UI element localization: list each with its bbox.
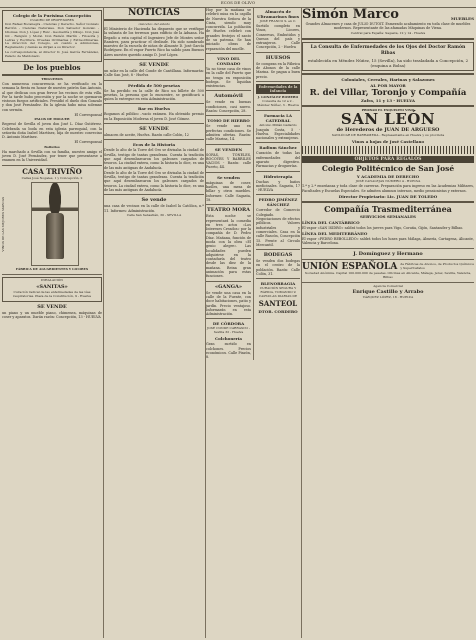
los-pueblos-subtitle: TRIGUEROS bbox=[41, 77, 63, 82]
enfermedades-body: Consulta de 12 a 2 - Méndez Núñez, 3 - Huelva bbox=[257, 98, 299, 107]
villar-title: R. del Villar, Toronjo y Compañía bbox=[309, 87, 467, 98]
almacen-subtitle: JOSÉ FRANCO S. en C. bbox=[259, 19, 297, 23]
bar-body: Rogamos al público ..vacío exámen. Ha obtenido premio en la Exposición Moderna el joven D. José Gómez. bbox=[104, 112, 204, 121]
coloniales-subtitle: AL POR MAYOR bbox=[370, 82, 406, 88]
automovil-title: Automóvil bbox=[214, 93, 243, 100]
se-venden-body: SOFAS, TONELES, BOCOYES Y BARRILES VACIOS - Razón: calle Puerto, 44. bbox=[206, 152, 251, 170]
se-vende-casa-title: Se vende bbox=[141, 197, 167, 204]
teatro-title: TEATRO MORA bbox=[206, 207, 251, 214]
colchoneria-body: Gran surtido en colchones. Precios económicos. Calle Pinzón, 8. bbox=[206, 342, 251, 360]
coloniales-title: Coloniales, Cereales, Harinas y Salazones bbox=[341, 76, 435, 82]
politecnico-director: Director Propietario: Lic. JUAN DE TOLEDO bbox=[338, 193, 438, 199]
column-3b bbox=[256, 8, 300, 360]
agencia-address: VÁZQUEZ LÓPEZ, 18 - HUELVA bbox=[362, 295, 414, 300]
los-pueblos-title: De los pueblos bbox=[23, 63, 81, 73]
tomo-body: Se vende uno en perfectas condiciones. Se admiten ofertas. Razón: calle Marina, 14. bbox=[206, 124, 251, 142]
simon-address: Central para España: Sagasta, 12 y 14 - Huelva bbox=[350, 30, 426, 35]
mediterraneo-title: LÍNEA DEL MEDITERRÁNEO bbox=[302, 231, 368, 237]
san-leon-subtitle: de Herederos de JUAN DE ARGUESO bbox=[336, 127, 440, 134]
column-3 bbox=[206, 8, 300, 638]
se-vende-almacen-title: SE VENDE bbox=[139, 126, 169, 133]
trasmediterranea-title: Compañía Trasmediterránea bbox=[324, 203, 452, 214]
agencia-pre: Agencia Comercial bbox=[373, 283, 403, 288]
simon-body: Grandes Almacenes y casa de JULIO DUTOIT. Esmerado acabamiento en toda clase de muebles modernos. Representante de las afamadas Máquinas de Viena. bbox=[305, 22, 471, 31]
politecnico-body: 1.ª y 2.ª enseñanza y toda clase de carreras. Preparación para ingreso en las Academias Militares, Facultades y Escuelas Especiales. Se admiten alumnos internos, medio pensionistas y externos. bbox=[302, 184, 474, 193]
palos-signature: El Corresponsal bbox=[74, 140, 102, 145]
ecos-body-extra: Desde lo alto de la Torre del Oro se divisaba la ciudad de Sevilla, testigo de tantas grandezas. Cuenta la tradición que aquí desembarcaron los galeones cargados de tesoros. La ciudad entera, como la historia lo dice, es una de las más antiguas de Andalucía. bbox=[104, 170, 204, 193]
automovil-body: Se vende en buenas condiciones, casi nuevo. Razón: Concepción, 28. bbox=[206, 100, 251, 114]
agencia-title: Enrique Castillo y Arrabo bbox=[352, 289, 424, 296]
ecos-title: Ecos de la Historia bbox=[132, 142, 176, 148]
lamp-illustration bbox=[31, 182, 79, 266]
politecnico-subtitle: Y ACADEMIA DE DERECHO bbox=[356, 174, 420, 180]
simon-muebles-label: MUEBLES bbox=[450, 16, 474, 21]
column-4 bbox=[302, 8, 474, 638]
blenorragia-footer: DTOR. CORDERO bbox=[258, 309, 298, 315]
consulta-title: La Consulta de Enfermedades de los Ojos del Doctor Ramón Ribas bbox=[310, 44, 466, 56]
objetos-pattern bbox=[302, 146, 474, 154]
perdida-body: Se ha perdido en la calle de Rico un billete de 500 pesetas, la persona que lo encuentre, se gratificará a quien lo entregue en esta Administración. bbox=[104, 88, 204, 102]
se-vende-solar-body: un solar en la calle del Conde de Cantillana. Informarán: Calle San José, 8 - Huelva bbox=[104, 68, 204, 78]
casa-trivino-address: Calles José Nogales, 1 y Concepción, 2 bbox=[21, 175, 83, 180]
almacen-title: Almacén de Ultramarinos finos bbox=[257, 9, 299, 19]
se-vende-title: SE VENDE bbox=[37, 304, 67, 311]
palos-body: Regresó de Sevilla el joven don José L. Díaz Gutiérrez. Celebrada su boda en esta iglesia parroquial, con la señorita doña Isabel Martínez, hija de nuestro convecino D. Antonio Martínez. bbox=[2, 122, 102, 140]
colchoneria-title: Colchonería bbox=[214, 336, 243, 342]
se-venden2-title: Se venden bbox=[217, 174, 240, 180]
farmacia-body: Joaquín Costa, 5 - Huelva. Especialidades nacionales y extranjeras. bbox=[255, 127, 300, 141]
column-2 bbox=[104, 8, 204, 638]
radium-body: Curación de todas las enfermedades del aparato digestivo. Farmacias y droguerías. bbox=[255, 151, 300, 169]
villar-address: Zafra, 11 y 13 - HUELVA bbox=[361, 97, 415, 103]
noticias-subtitle: «Gaceta» del estado bbox=[138, 22, 170, 26]
san-leon-title: SAN LEÓN bbox=[340, 110, 436, 129]
ganga-body: Se vende una casa en la calle de la Fuente, con doce habitaciones, patio y jardín. Precio ventajoso. Informarán en esta Administración. bbox=[206, 290, 251, 317]
union-body: Sociedad Anónima. Capital 100.000.000 de pesetas. Oficinas en Alicante, Málaga, Jerez, Sevilla, Valencia, Bilbao bbox=[304, 270, 472, 279]
radium-title: Radium Sánchez bbox=[259, 145, 297, 151]
cordoba-body: JOSÉ CONDE CARRASCO - Sevilla 32 - Huelva bbox=[206, 326, 251, 335]
consulta-ad bbox=[302, 42, 474, 71]
colegio-correspondence: La correspondencia, al director D. José García Fernández, Palacio de Maldonado bbox=[5, 50, 99, 59]
cordoba-title: DE CÓRDOBA bbox=[212, 321, 245, 327]
se-vende-almacen-body: almacen de aceite, Huelva. Razón calle Colón, 12 bbox=[104, 133, 189, 138]
cantabrico-body: El vapor «SAN ISIDRO» saldrá todos los jueves para Vigo, Coruña, Gijón, Santander y Bilbao. bbox=[302, 225, 464, 230]
politecnico-address: JOSÉ CANALEJAS NÚMERO 4 - HUELVA bbox=[355, 179, 421, 184]
column-3a bbox=[206, 8, 251, 360]
farmacia-owner: Antonio Millán Gallardo bbox=[259, 122, 297, 127]
column-1 bbox=[2, 8, 102, 638]
se-vende-casa-body: una casa de vecinos en la calle de Isabel la Católica, n.º 11. Informes: Administración. bbox=[104, 204, 204, 213]
dominguez-title: J. Domínguez y Hermano bbox=[353, 250, 423, 257]
abajo-body: Hoy por la mañana se celebró misa en la capilla de Nuestra Señora de la Cinta, siendo muy concurrida. La población de Huelva celebró con grandes festejos el santo de su patrona. Se han iniciado obras de reparación del muelle. bbox=[206, 8, 251, 51]
se-venden2-body: máquinas de coser, baúles, una mesa de billar y otros muebles. Informes: Calle Sagasta, 18. bbox=[206, 180, 251, 202]
union-title: UNIÓN ESPAÑOLA bbox=[302, 261, 398, 272]
bodegas-body: Se venden dos bodegas en el centro de la población. Razón: Calle Colón, 31. bbox=[255, 259, 300, 277]
blenorragia-body: CURACIÓN SEGURA Y RÁPIDA, TOMANDO 9 CAPSULAS DIARIAS DE bbox=[258, 286, 298, 299]
colegio-subtitle: CUADRO DE PROFESORES bbox=[30, 18, 74, 22]
se-venden-title: SE VENDEN bbox=[214, 146, 243, 152]
colegio-body: Don Rafael Bocanegra - Ciencias y Derecho. Señor Gonzalo Bardón - Ciencias Naturales. Don Salvador Gonzalo - Idiomas. Don J. López y Ruiz - Geometría y Dibujo. Don José Gil - Religión y Moral. Don Ramón Martín - Filosofía y Letras y Escritura. Pruebas Ordinarias y Extraordinarias. La dirección del Colegio, en cuanto a Admisiones, Reglamento y demás se dirijan a su Director. bbox=[5, 21, 99, 50]
san-leon-footer: Vinos a hojas de José Castellano bbox=[351, 139, 425, 145]
bar-title: Bar en Huelva bbox=[138, 106, 170, 112]
noticias-title: NOTICIAS bbox=[128, 8, 180, 18]
nota-subtitle: Bollullos bbox=[44, 144, 60, 149]
huesos-body: Se compran en la Fábrica de Abonos de la calle Marina. Se pagan a buen precio. bbox=[255, 61, 301, 79]
noticias-body: El Ministerio de Hacienda ha dispuesto que se verifique la subasta de los terrenos para edificio de la Aduana. Ha llegado a esta capital el Ingeniero Jefe de Montes señor Ramírez, para practicar el deslinde. Ha sido nombrado maestro de la escuela de niños de Almonte D. José García Rodríguez. En el vapor Puerto Rico ha salido para Buenos Aires nuestro querido amigo D. José López. bbox=[104, 26, 204, 57]
colegio-ad bbox=[2, 10, 102, 62]
perdida-title: Pérdida de 500 pesetas bbox=[128, 82, 180, 88]
objetos-banner: OBJETOS PARA REGALOS bbox=[302, 156, 474, 163]
sanitas-ad bbox=[2, 277, 102, 302]
union-subtitle: de Fábricas de Abonos, de Productos Químicos y Superfosfatos bbox=[400, 261, 475, 270]
ecos-body: Desde lo alto de la Torre del Oro se divisaba la ciudad de Sevilla, testigo de tantas grandezas. Cuenta la tradición que aquí desembarcaron los galeones cargados de tesoros. La ciudad entera, como la historia lo dice, es una de las más antiguas de Andalucía. bbox=[104, 148, 204, 170]
teatro-body: Esta noche se representará la comedia en tres actos «Los Intereses Creados» por la compañía de D. Pedro Díaz. Mañana, función de moda con la obra «El genio alegre». Las localidades pueden adquirirse en la contaduría del teatro desde las diez de la mañana. Reina gran animación para estas funciones. bbox=[206, 214, 251, 279]
almacen-body: Surtido completo en Vinos, Licores, Conservas, Embutidos y Quesos del país y extranjeros. Calle Concepción, 2 - Huelva bbox=[255, 23, 300, 50]
sanitas-title: «SANITAS» bbox=[36, 284, 68, 291]
masthead: ECOS DE OLIVO bbox=[0, 0, 476, 8]
servicios-title: SERVICIOS SEMANALES bbox=[360, 213, 416, 219]
tomo-title: TOMO DE HIERRO bbox=[207, 118, 250, 124]
blenorragia-title: BLENORRAGIA bbox=[260, 281, 296, 287]
santeol-title: SANTEOL bbox=[258, 299, 298, 309]
enfermedades-doctor: J. GONZÁLEZ ROMERO bbox=[257, 94, 299, 99]
vino-body: Ya no tiene casa de vinos en la calle del Puerto que no tenga en exposición bodega. Se liquidan existencias. bbox=[206, 66, 251, 89]
ganga-title: «GANGA» bbox=[214, 283, 243, 290]
hidroterapia-title: Hidroterapia bbox=[263, 173, 293, 179]
farmacia-title: Farmacia LA CATEDRAL bbox=[263, 112, 292, 123]
san-leon-body: SANLÚCAR DE BARRAMEDA - Representante en Huelva y su provincia bbox=[331, 133, 445, 138]
palos-subtitle: PALOS DE MOGUER bbox=[34, 117, 70, 122]
col2-footer-address: Calle San Sebastián, 30 - SEVILLA bbox=[126, 212, 182, 217]
hidroterapia-body: Duchas y baños medicinales. Sagasta, 17 - HUELVA bbox=[255, 179, 300, 193]
sanitas-pre: INHALACIÓN bbox=[41, 278, 63, 283]
san-leon-pre: PROBAD EL EXQUISITO VINO bbox=[361, 107, 415, 112]
lamp-caption: VINOS DE LAS MEJORES MARCAS bbox=[1, 197, 5, 252]
mediterraneo-body: El vapor «PEDRO REBOLLEDO» saldrá todos los lunes para Málaga, Almería, Cartagena, Alicante, Valencia y Barcelona. bbox=[302, 237, 474, 246]
pedro-title: PEDRO JIMÉNEZ SÁNCHEZ bbox=[258, 197, 298, 208]
huesos-title: HUESOS bbox=[265, 54, 291, 61]
fabrica-caption: FÁBRICA DE AGUARDIENTES Y LICORES bbox=[15, 267, 89, 272]
enfermedades-banner: Enfermedades de la Infancia bbox=[256, 84, 300, 94]
consulta-body: establecida en Méndez Núñez, 15 (Sevilla), ha sido trasladada a Concepción, 2 (esquina a Bolsa) bbox=[307, 57, 469, 68]
se-vende-solar-title: SE VENDE bbox=[139, 61, 169, 68]
sanitas-body: Curación radical de las enfermedades de las vías respiratorias. Plaza de la Constitución, 9 - Huelva bbox=[12, 290, 92, 299]
simon-marco-title: Simón Marco bbox=[302, 7, 399, 22]
politecnico-title: Colegio Politécnico de San José bbox=[321, 164, 455, 174]
nota-body: Ha marchado a Sevilla con su familia, nuestro amigo el joven D. José Fernández, por tener que presentarse a examen en la Universidad. bbox=[2, 149, 102, 163]
column-3-divider bbox=[253, 8, 254, 360]
colegio-title: Colegio de la Purísima Concepción bbox=[12, 13, 92, 18]
vino-title: VINO DEL CONDADO bbox=[216, 55, 241, 66]
bodegas-title: BODEGAS bbox=[263, 252, 293, 259]
pedro-body: Corredor de Comercio Colegiado. Negociaciones de efectos públicos. Valores industriales y comerciales. Casa en la calle Rascón, Concepción 15. Frente al Circulo Mercantil. bbox=[255, 208, 300, 247]
se-vende-body: un piano y un mueble piano, chimenea, máquinas de coser y aparatos. Darán razón: Concepción, 13 - HUELVA bbox=[2, 311, 102, 320]
los-pueblos-signature: El Corresponsal bbox=[74, 113, 102, 118]
casa-trivino-title: CASA TRIVIÑO bbox=[22, 166, 82, 176]
cantabrico-title: LÍNEA DEL CANTÁBRICO bbox=[302, 219, 360, 225]
los-pueblos-body: Con numerosa concurrencia se ha verificado en la semana la fiesta en honor de nuestro patrón San Antonio, al que dedican con gran fervor los vecinos de esta villa. Por la tarde hubo procesión y por la noche se quemaron vistosos fuegos artificiales. Presidió el duelo don Gonzalo y don José Fernández. En la iglesia hubo misa solemne con sermón. bbox=[2, 81, 102, 112]
